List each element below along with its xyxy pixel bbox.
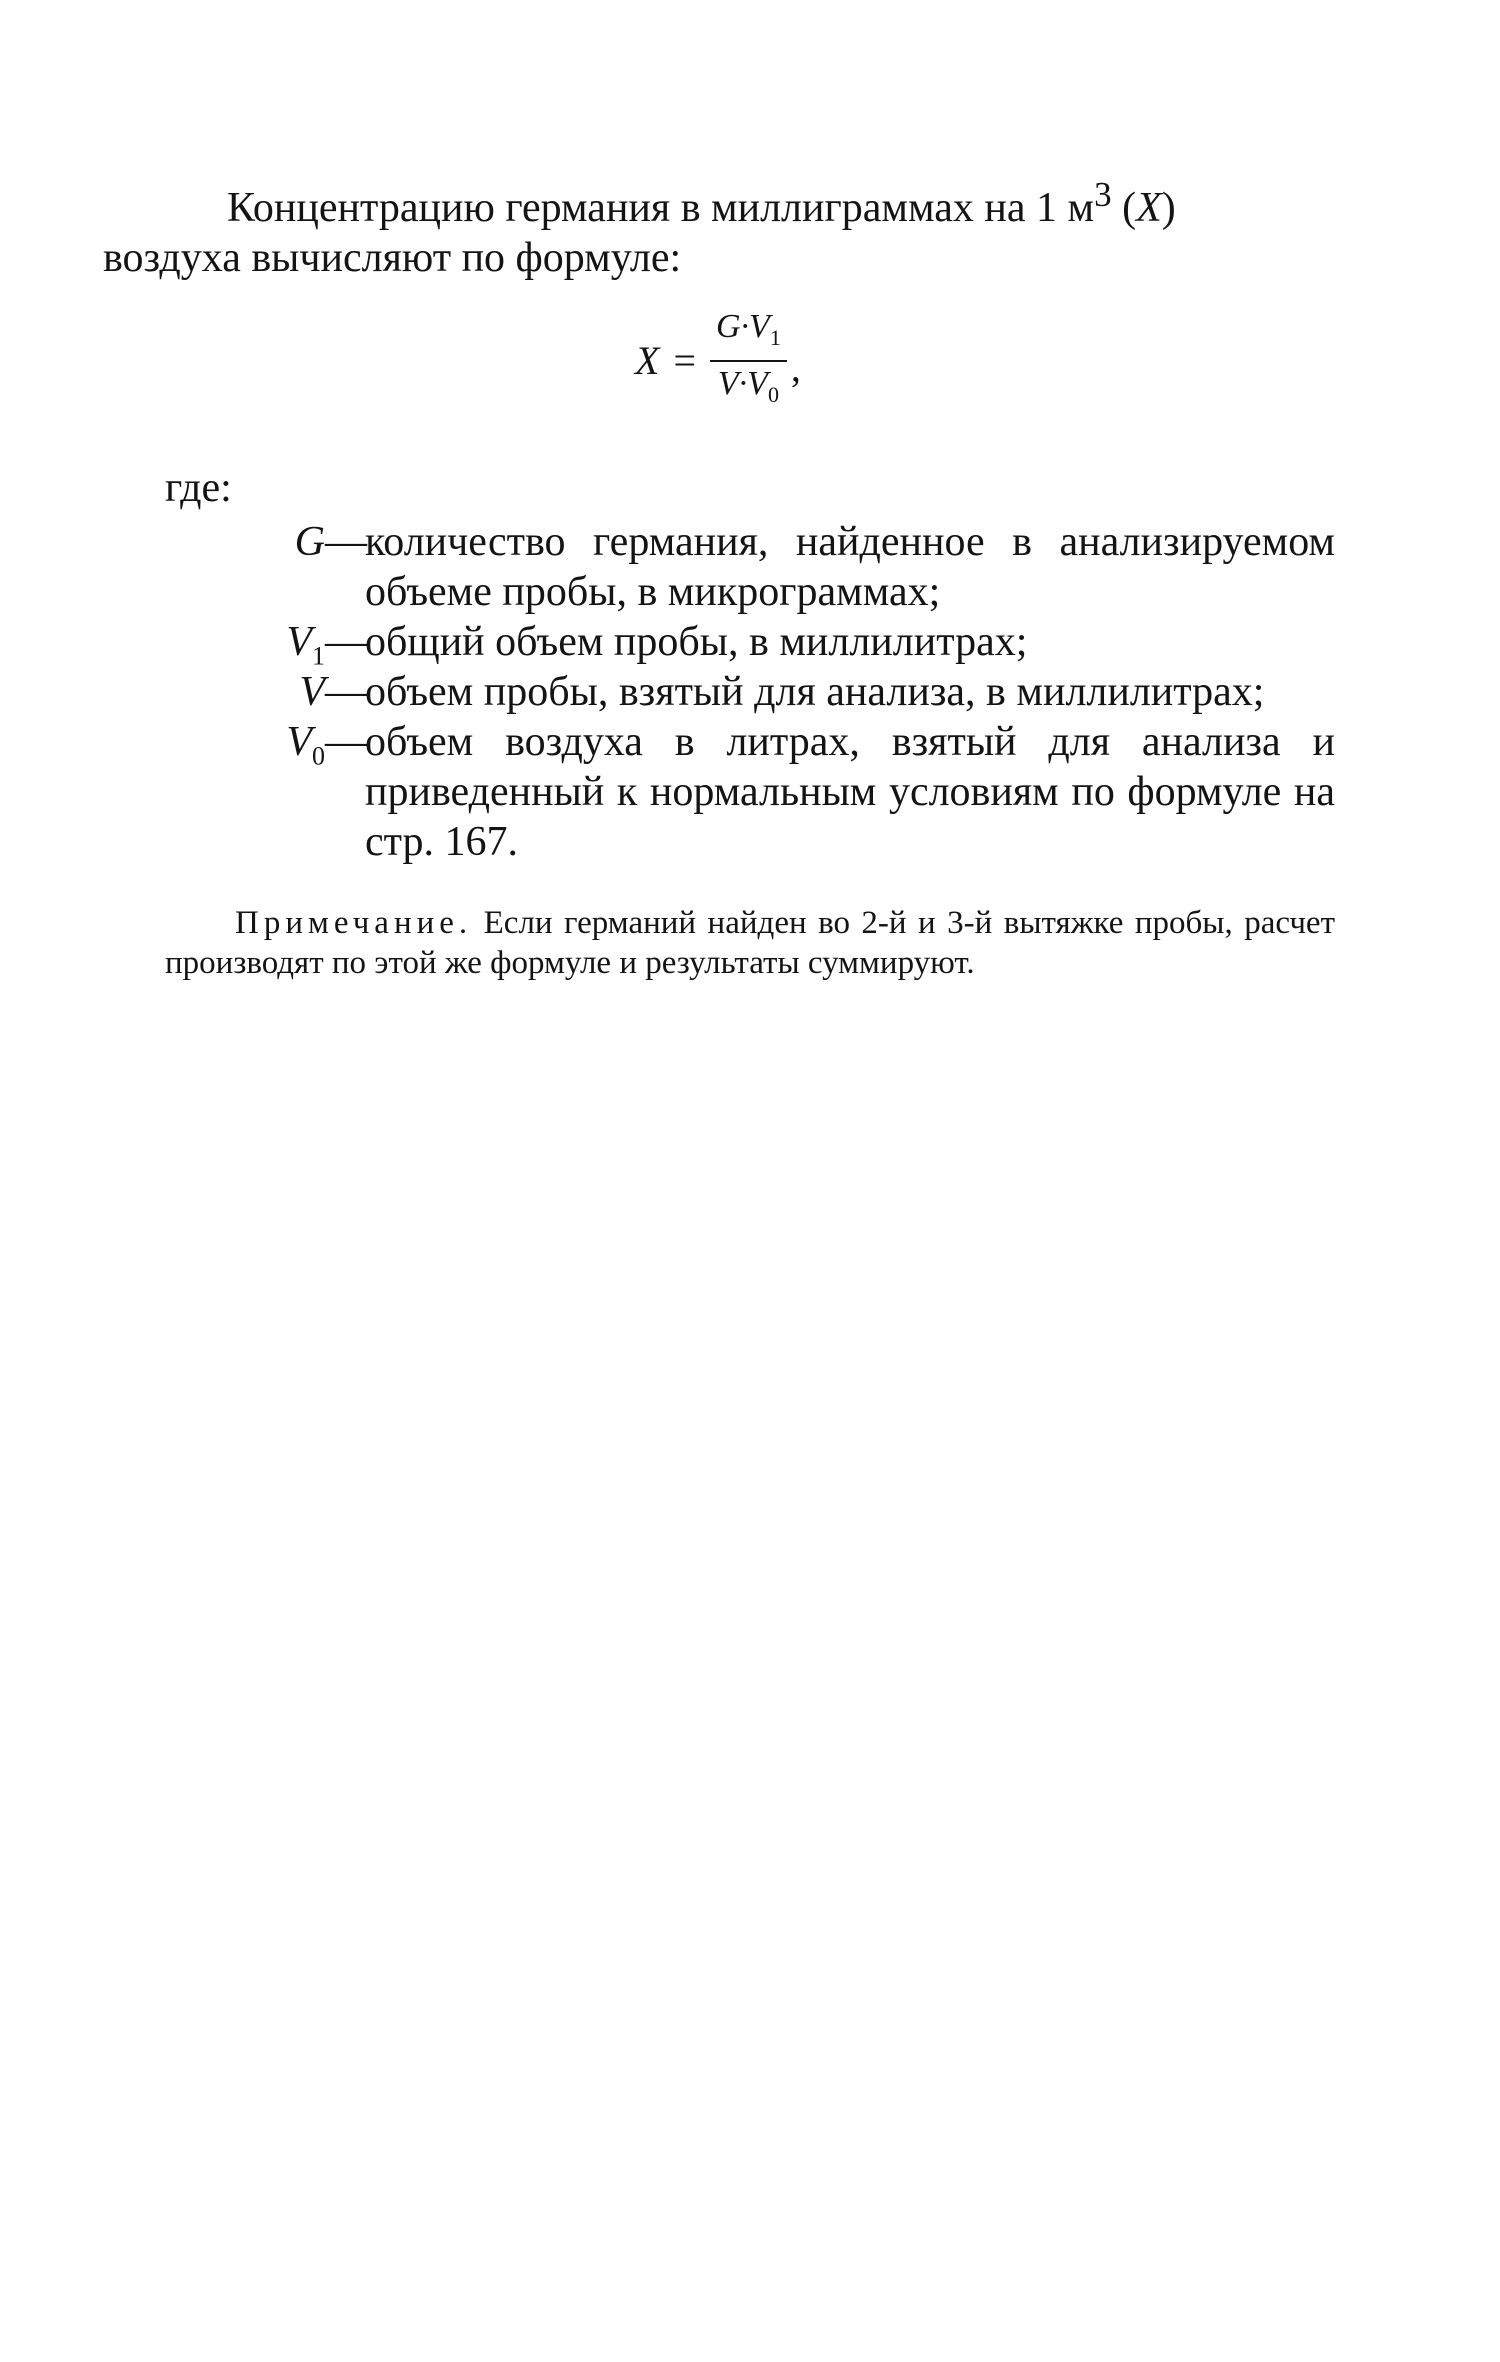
definition-item bbox=[165, 717, 1335, 867]
symbol-letter: V bbox=[286, 718, 312, 765]
definition-text: объем воздуха в литрах, взятый для анализа и приведенный к нормальным условиям по формуле на стр. 167. bbox=[365, 718, 1335, 865]
formula-comma: , bbox=[790, 345, 801, 391]
where-label: где: bbox=[165, 464, 232, 511]
definition-text: общий объем пробы, в миллилитрах; bbox=[365, 618, 1028, 665]
symbol-subscript: 0 bbox=[312, 740, 325, 770]
note-paragraph bbox=[165, 903, 1335, 983]
note-text: Если германий найден во 2-й и 3-й вытяжке пробы, расчет производят по этой же формуле и результаты суммируют. bbox=[165, 904, 1335, 981]
definitions-list bbox=[165, 517, 1335, 867]
numerator-subscript: 1 bbox=[769, 324, 781, 350]
definition-item bbox=[165, 617, 1335, 670]
denominator-text: V·V bbox=[717, 364, 768, 402]
document-page bbox=[103, 170, 1335, 1016]
symbol-subscript: 1 bbox=[312, 640, 325, 670]
formula-equals: = bbox=[673, 338, 696, 384]
intro-paren-close: ) bbox=[1161, 185, 1176, 231]
numerator-text: G·V bbox=[716, 308, 770, 345]
definition-dash: — bbox=[325, 718, 367, 765]
intro-line-2: воздуха вычисляют по формуле: bbox=[103, 235, 682, 281]
formula bbox=[635, 309, 1335, 413]
definition-item bbox=[165, 517, 1335, 617]
definition-symbol bbox=[286, 717, 325, 781]
intro-paren-open: ( bbox=[1111, 185, 1137, 231]
definition-dash: — bbox=[325, 618, 367, 665]
denominator-subscript: 0 bbox=[767, 381, 779, 407]
definition-text: количество германия, найденное в анализируемом объеме пробы, в микрограммах; bbox=[365, 518, 1335, 615]
symbol-letter: G bbox=[294, 518, 325, 565]
symbol-letter: V bbox=[286, 618, 312, 665]
intro-variable: X bbox=[1136, 185, 1162, 231]
definition-text: объем пробы, взятый для анализа, в миллилитрах; bbox=[365, 668, 1265, 715]
formula-lhs: X bbox=[635, 338, 660, 384]
formula-denominator bbox=[712, 362, 785, 413]
definition-dash: — bbox=[325, 518, 367, 565]
symbol-letter: V bbox=[299, 668, 325, 715]
note-label: Примечание. bbox=[235, 904, 473, 941]
definition-dash: — bbox=[325, 668, 367, 715]
intro-text: Концентрацию германия в миллиграммах на 1 м bbox=[227, 185, 1095, 231]
definition-item bbox=[165, 667, 1335, 717]
intro-superscript: 3 bbox=[1094, 175, 1112, 214]
formula-fraction bbox=[710, 309, 787, 413]
definition-symbol bbox=[295, 517, 325, 581]
intro-paragraph bbox=[103, 170, 1335, 283]
formula-numerator bbox=[710, 309, 787, 362]
